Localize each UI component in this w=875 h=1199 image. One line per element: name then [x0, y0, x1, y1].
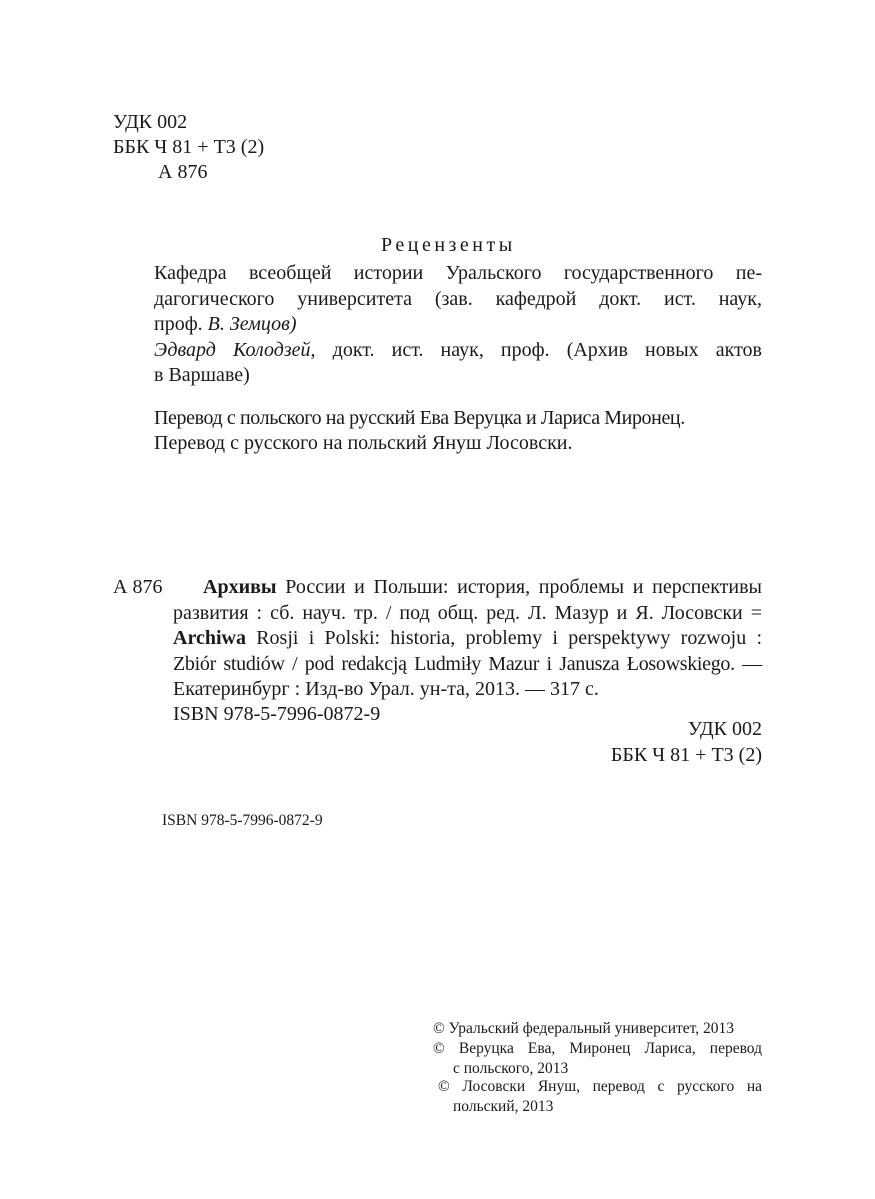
catalog-line-1-rest: России и Польши: история, проблемы и перспективы — [276, 576, 762, 598]
reviewer-1-title: проф. — [154, 313, 208, 335]
catalog-isbn: ISBN 978-5-7996-0872-9 — [173, 703, 381, 725]
catalog-line-3-rest: Rosji i Polski: historia, problemy i perspektywy rozwoju : — [245, 627, 762, 649]
catalog-title-pl: Archiwa — [173, 627, 246, 649]
udk-code: УДК 002 — [113, 111, 188, 133]
reviewers-block — [154, 261, 762, 389]
reviewer-2-name: Эдвард Колодзей — [154, 338, 311, 361]
copyright-losowski-line-2: польский, 2013 — [453, 1098, 554, 1115]
reviewers-heading: Рецензенты — [381, 234, 516, 256]
catalog-line-5: Екатеринбург : Изд-во Урал. ун-та, 2013. — 317 с. — [173, 678, 599, 700]
reviewer-2-info: , докт. ист. наук, проф. (Архив новых актов — [310, 338, 762, 361]
catalog-entry — [173, 601, 762, 703]
catalog-entry-first — [173, 575, 762, 601]
catalog-line-1 — [173, 575, 762, 601]
copyright-translators-line-1: © Веруцка Ева, Миронец Лариса, перевод — [433, 1040, 762, 1057]
copyright-losowski — [438, 1077, 762, 1097]
reviewer-2-line-2: в Варшаве) — [154, 364, 250, 386]
reviewer-2-line-1 — [154, 338, 762, 364]
copyright-translators — [433, 1039, 762, 1059]
author-mark: А 876 — [158, 161, 208, 183]
catalog-line-4: Zbiór studiów / pod redakcją Ludmiły Mazur i Janusza Łosowskiego. — — [173, 652, 762, 675]
translation-line-2: Перевод с русского на польский Януш Лосовски. — [154, 432, 573, 454]
isbn-small: ISBN 978-5-7996-0872-9 — [162, 812, 323, 829]
catalog-bbk: ББК Ч 81 + Т3 (2) — [610, 744, 762, 766]
copyright-losowski-line-1: © Лосовски Януш, перевод с русского на — [438, 1078, 762, 1095]
reviewer-1-line-2: дагогического университета (зав. кафедрой докт. ист. наук, — [154, 287, 762, 310]
reviewer-1-line-3 — [154, 312, 762, 338]
catalog-line-3 — [173, 626, 762, 652]
catalog-author-mark: А 876 — [113, 576, 163, 598]
reviewer-1-name: В. Земцов) — [207, 313, 297, 335]
catalog-line-2: развития : сб. науч. тр. / под общ. ред. Л. Мазур и Я. Лосовски = — [173, 601, 762, 624]
reviewer-1-line-1: Кафедра всеобщей истории Уральского государственного пе- — [154, 262, 762, 284]
catalog-udk: УДК 002 — [687, 718, 762, 740]
copyright-university: © Уральский федеральный университет, 2013 — [433, 1020, 735, 1037]
bbk-code: ББК Ч 81 + Т3 (2) — [113, 136, 265, 158]
copyright-translators-line-2: с польского, 2013 — [453, 1060, 569, 1077]
translation-line-1: Перевод с польского на русский Ева Веруцка и Лариса Миронец. — [154, 407, 685, 429]
catalog-title-ru: Архивы — [203, 576, 277, 598]
